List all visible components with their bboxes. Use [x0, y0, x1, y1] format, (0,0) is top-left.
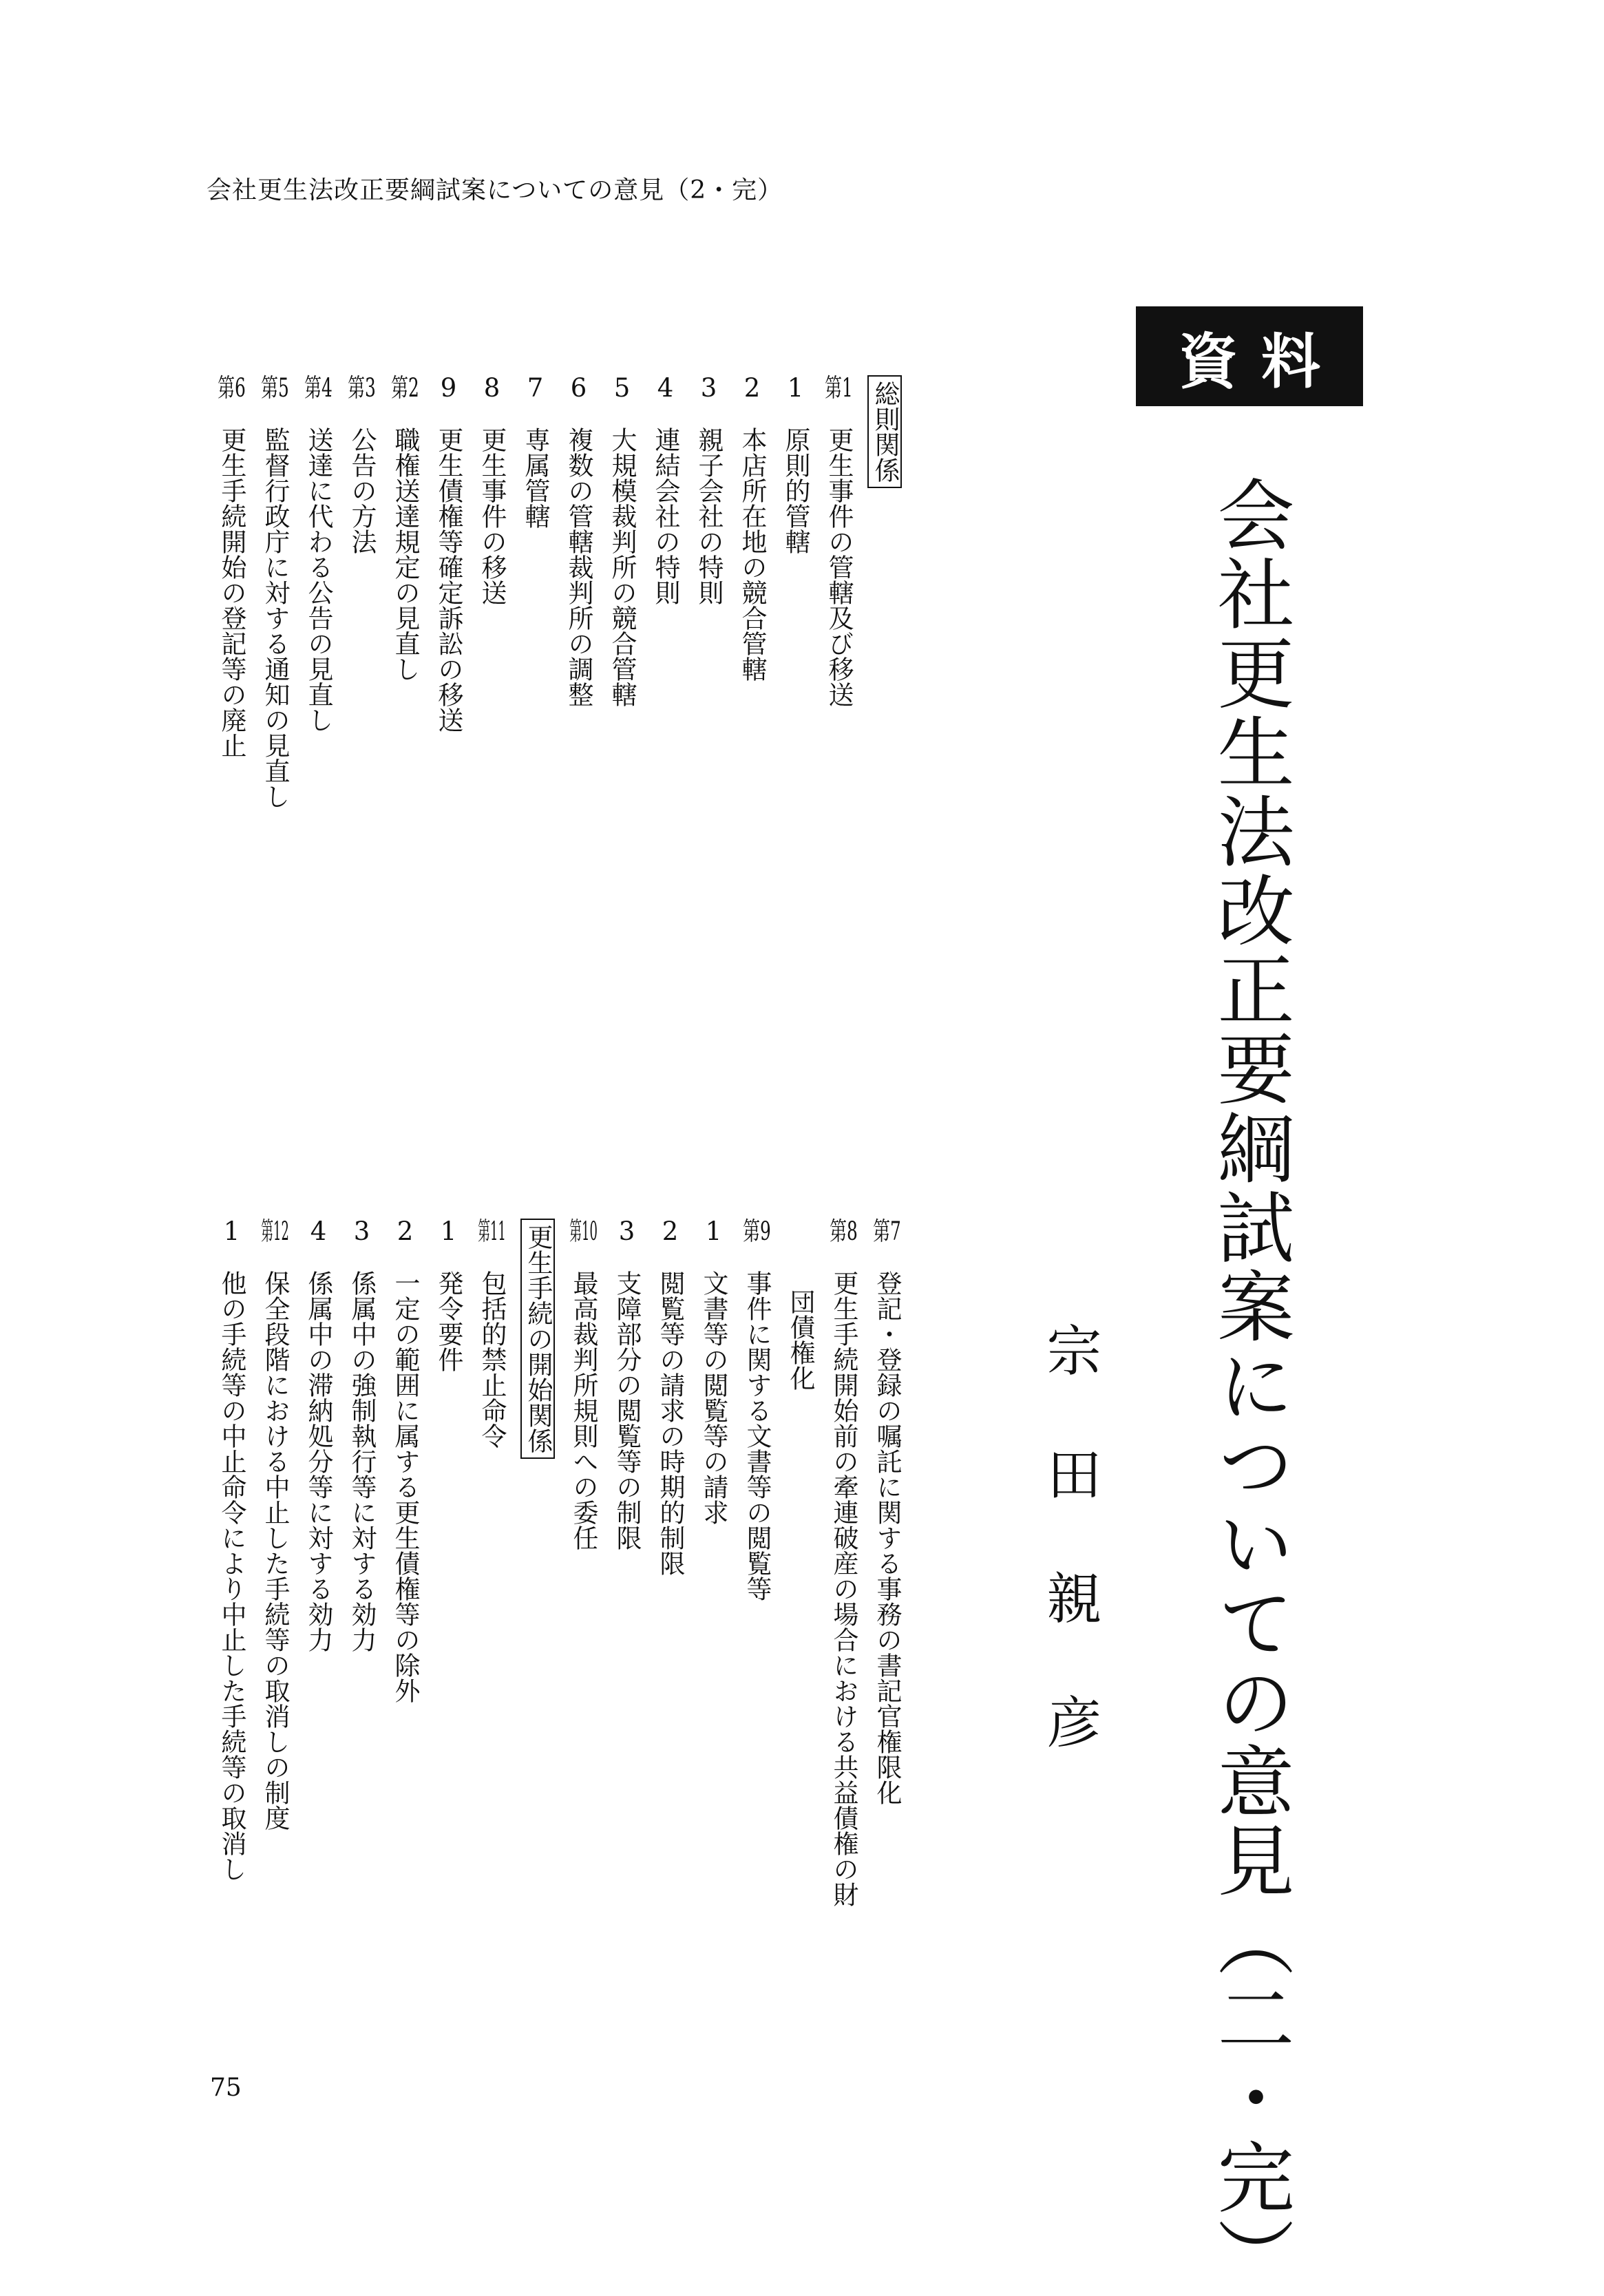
running-header: 会社更生法改正要綱試案についての意見（2・完）: [207, 176, 783, 204]
toc-item-number: 第6: [218, 375, 246, 401]
toc-item-number: 1: [787, 375, 804, 401]
toc-item-number: 9: [440, 375, 457, 401]
toc-item: [692, 1219, 735, 1955]
toc-item-text: 包括的禁止命令: [477, 1270, 507, 1449]
toc-item: [427, 375, 470, 926]
section-badge: 資料: [1136, 306, 1363, 406]
toc-item-number: 1: [223, 1219, 240, 1244]
toc-item-number: 第10: [569, 1219, 598, 1244]
toc-item: [648, 1219, 692, 1955]
toc-item-number: 1: [705, 1219, 722, 1244]
toc-item: [210, 1219, 253, 1955]
toc-item: [470, 1219, 514, 1955]
toc-item: [340, 1219, 383, 1955]
toc-item-number: 2: [662, 1219, 679, 1244]
toc-item-number: 8: [483, 375, 500, 401]
author-name: 宗田親彦: [1037, 1322, 1101, 1818]
toc-item-number: 第2: [391, 375, 419, 401]
toc-item-text: 公告の方法: [347, 427, 377, 554]
toc-item-text: 本店所在地の競合管轄: [737, 427, 767, 682]
toc-item-text: 発令要件: [434, 1270, 463, 1372]
toc-item-number: 第7: [873, 1219, 901, 1244]
toc-section-heading: [514, 1219, 562, 1955]
article-title: 会社更生法改正要綱試案についての意見（二・完）: [1205, 475, 1294, 2296]
toc-item-number: 3: [618, 1219, 635, 1244]
toc-item-text: 他の手続等の中止命令により中止した手続等の取消し: [217, 1270, 246, 1882]
toc-item-text: 連結会社の特則: [651, 427, 680, 605]
toc-item-number: 第8: [830, 1219, 858, 1244]
toc-item-number: 3: [700, 375, 717, 401]
toc-item-number: 5: [613, 375, 631, 401]
toc-item-text: 原則的管轄: [781, 427, 810, 554]
toc-item: [774, 375, 817, 926]
toc-item-text: 事件に関する文書等の閲覧等: [742, 1270, 772, 1601]
toc-item-text: 更生債権等確定訴訟の移送: [434, 427, 463, 733]
toc-item-text: 更生手続開始前の牽連破産の場合における共益債権の財: [829, 1270, 858, 1907]
toc-item-number: 1: [440, 1219, 457, 1244]
toc-item-text: 職権送達規定の見直し: [390, 427, 420, 682]
toc-item: [730, 375, 774, 926]
toc-item-text: 係属中の滞納処分等に対する効力: [304, 1270, 333, 1652]
toc-section-heading: [861, 375, 909, 926]
toc-item-text: 団債権化: [785, 1289, 815, 1391]
toc-item-number: 4: [310, 1219, 327, 1244]
toc-item: [297, 375, 340, 926]
toc-item: [822, 1219, 865, 1955]
toc-item-text: 閲覧等の請求の時期的制限: [655, 1270, 685, 1576]
toc-item-text: 一定の範囲に属する更生債権等の除外: [390, 1270, 420, 1703]
toc-item-text: 保全段階における中止した手続等の取消しの制度: [260, 1270, 290, 1831]
toc-item-text: 複数の管轄裁判所の調整: [564, 427, 593, 707]
toc-item-text: 更生事件の管轄及び移送: [824, 427, 854, 707]
toc-item: [383, 375, 427, 926]
toc-item-text: 文書等の閲覧等の請求: [699, 1270, 728, 1525]
toc-item-number: 第9: [743, 1219, 771, 1244]
toc-item-text: 最高裁判所規則への委任: [569, 1270, 598, 1550]
toc-item-number: 2: [743, 375, 761, 401]
page-number: 75: [210, 2074, 242, 2102]
toc-item-text: 大規模裁判所の競合管轄: [607, 427, 637, 707]
toc-item-text: 専属管轄: [520, 427, 550, 529]
toc-item: [562, 1219, 605, 1955]
toc-item-number: 第1: [825, 375, 853, 401]
toc-item: [470, 375, 514, 926]
toc-item-number: 6: [570, 375, 587, 401]
toc-item: [605, 1219, 648, 1955]
toc-item: [865, 1219, 909, 1955]
table-of-contents-upper: [158, 375, 909, 926]
toc-item: [253, 1219, 297, 1955]
toc-item: [514, 375, 557, 926]
toc-item-continuation: [779, 1219, 822, 1955]
toc-item: [383, 1219, 427, 1955]
toc-item-number: 第12: [261, 1219, 289, 1244]
toc-item-text: 係属中の強制執行等に対する効力: [347, 1270, 377, 1652]
toc-item-number: 第4: [304, 375, 333, 401]
toc-section-label: 更生手続の開始関係: [520, 1219, 555, 1459]
toc-item: [340, 375, 383, 926]
toc-item: [297, 1219, 340, 1955]
toc-item: [253, 375, 297, 926]
toc-item: [735, 1219, 779, 1955]
toc-item-number: 3: [353, 1219, 370, 1244]
toc-item-number: 7: [527, 375, 544, 401]
toc-item-number: 第5: [261, 375, 289, 401]
toc-item: [600, 375, 644, 926]
toc-item: [427, 1219, 470, 1955]
toc-item-text: 支障部分の閲覧等の制限: [612, 1270, 642, 1550]
toc-item-text: 監督行政庁に対する通知の見直し: [260, 427, 290, 809]
toc-section-label: 総則関係: [867, 375, 902, 488]
toc-item-text: 親子会社の特則: [694, 427, 724, 605]
toc-item-number: 第11: [478, 1219, 506, 1244]
toc-item-text: 更生手続開始の登記等の廃止: [217, 427, 246, 758]
toc-item-text: 更生事件の移送: [477, 427, 507, 605]
toc-item-text: 送達に代わる公告の見直し: [304, 427, 333, 733]
toc-item: [817, 375, 861, 926]
toc-item: [644, 375, 687, 926]
toc-item-text: 登記・登録の嘱託に関する事務の書記官権限化: [872, 1270, 902, 1805]
toc-item-number: 第3: [348, 375, 376, 401]
table-of-contents-lower: [158, 1219, 909, 1955]
toc-item-number: 2: [397, 1219, 414, 1244]
toc-item-number: 4: [657, 375, 674, 401]
toc-item: [557, 375, 600, 926]
toc-item: [687, 375, 730, 926]
toc-item: [210, 375, 253, 926]
